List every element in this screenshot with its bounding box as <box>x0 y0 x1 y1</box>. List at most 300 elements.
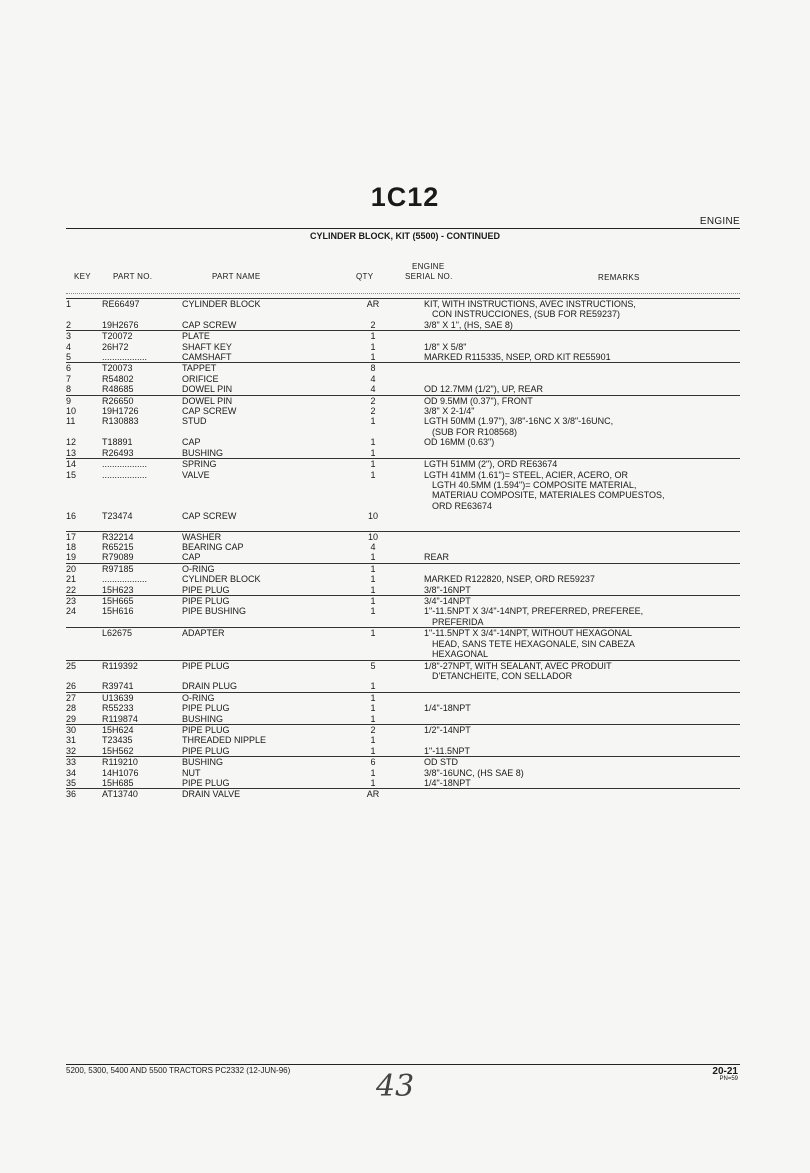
table-row <box>66 563 740 574</box>
row-remarks <box>424 714 740 725</box>
row-key: 26 <box>66 681 77 692</box>
table-row <box>66 606 740 616</box>
row-serial <box>384 331 424 342</box>
row-remarks: OD 12.7MM (1/2"), UP, REAR <box>424 384 544 395</box>
table-row <box>66 320 740 331</box>
row-serial <box>384 448 424 459</box>
row-qty: 1 <box>362 628 384 639</box>
row-part-no: R55233 <box>102 703 134 714</box>
row-part-name: BUSHING <box>182 447 224 458</box>
row-remarks: LGTH 51MM (2"), ORD RE63674 <box>424 459 740 470</box>
row-serial <box>384 342 424 352</box>
row-key <box>66 639 102 649</box>
row-key: 15 <box>66 469 77 480</box>
row-key: 36 <box>66 789 102 800</box>
row-part-name <box>182 639 362 649</box>
row-key: 32 <box>66 745 77 756</box>
row-qty: 1 <box>370 745 376 756</box>
row-part-no <box>102 649 182 660</box>
row-serial <box>384 459 424 470</box>
row-key: 28 <box>66 703 77 714</box>
row-part-no: .................. <box>102 352 148 363</box>
row-part-no: T18891 <box>102 437 133 448</box>
row-remarks: 1"-11.5NPT X 3/4"-14NPT, WITHOUT HEXAGONAL <box>424 628 740 639</box>
footer-page-number: 20-21 <box>712 1066 738 1077</box>
row-part-name <box>182 480 362 490</box>
row-remarks: 1"-11.5NPT X 3/4"-14NPT, PREFERRED, PREFEREE, <box>424 606 644 617</box>
row-remarks: MARKED R122820, NSEP, ORD RE59237 <box>424 574 595 585</box>
row-part-no: 14H1076 <box>102 767 139 778</box>
page-code: 1C12 <box>370 182 440 212</box>
row-qty: 1 <box>362 459 384 470</box>
row-serial <box>384 501 424 511</box>
row-part-no: 15H665 <box>102 596 182 607</box>
row-serial <box>384 735 424 745</box>
row-serial <box>384 714 424 725</box>
row-part-no <box>102 490 182 500</box>
row-part-name: CAP <box>182 437 201 448</box>
row-part-no: .................. <box>102 574 148 585</box>
row-part-name: VALVE <box>182 469 210 480</box>
row-qty <box>362 309 384 319</box>
row-part-no: 15H623 <box>102 584 134 595</box>
row-qty <box>362 617 384 628</box>
row-serial <box>384 563 424 574</box>
row-qty <box>362 639 384 649</box>
row-part-no: R32214 <box>102 531 182 542</box>
row-part-no: 19H2676 <box>102 319 139 330</box>
row-remarks: 3/4"-14NPT <box>424 596 740 607</box>
table-row <box>66 437 740 447</box>
row-key: 25 <box>66 660 102 671</box>
row-serial <box>384 490 424 500</box>
row-part-name: BUSHING <box>182 757 362 768</box>
row-qty: 1 <box>362 331 384 342</box>
row-part-name: SPRING <box>182 459 362 470</box>
row-remarks: ORD RE63674 <box>432 500 493 511</box>
row-qty: 1 <box>370 416 376 427</box>
row-remarks <box>424 331 740 342</box>
table-row <box>66 639 740 649</box>
table-row <box>66 309 740 319</box>
header-key: KEY <box>74 272 91 281</box>
row-serial <box>384 768 424 778</box>
table-row <box>66 395 740 406</box>
row-part-name: ADAPTER <box>182 628 362 639</box>
row-serial <box>384 639 424 649</box>
row-part-name: PIPE PLUG <box>182 596 362 607</box>
row-key: 35 <box>66 777 77 788</box>
row-serial <box>384 395 424 406</box>
row-remarks: LGTH 50MM (1.97"), 3/8"-16NC X 3/8"-16UNC, <box>424 416 614 427</box>
row-key: 16 <box>66 511 77 522</box>
table-row <box>66 757 740 768</box>
row-key: 4 <box>66 341 72 352</box>
row-part-no: R54802 <box>102 373 134 384</box>
row-remarks <box>424 789 740 800</box>
row-remarks: 1/4"-18NPT <box>424 777 471 788</box>
row-serial <box>384 374 424 384</box>
row-part-no <box>102 309 182 319</box>
table-row <box>66 735 740 745</box>
table-row <box>66 331 740 342</box>
row-key: 34 <box>66 767 77 778</box>
table-row <box>66 374 740 384</box>
table-row <box>66 681 740 692</box>
row-part-no: 15H616 <box>102 606 134 617</box>
row-qty: 1 <box>370 352 376 363</box>
row-remarks: OD 9.5MM (0.37"), FRONT <box>424 395 740 406</box>
table-row <box>66 746 740 757</box>
row-qty: 1 <box>370 606 376 617</box>
row-serial <box>384 778 424 789</box>
row-remarks <box>424 511 740 531</box>
row-serial <box>384 757 424 768</box>
row-part-no: R26493 <box>102 447 134 458</box>
row-part-no: U13639 <box>102 692 182 703</box>
row-key: 29 <box>66 713 77 724</box>
row-qty: 1 <box>370 735 376 746</box>
row-remarks: 1/8" X 5/8" <box>424 341 467 352</box>
row-remarks: MARKED R115335, NSEP, ORD KIT RE55901 <box>424 352 611 363</box>
row-part-name: CAMSHAFT <box>182 352 232 363</box>
row-qty: 1 <box>370 713 376 724</box>
row-remarks: 1/4"-18NPT <box>424 703 471 714</box>
section-title: ENGINE <box>699 216 740 227</box>
row-qty: 1 <box>370 469 376 480</box>
row-qty: 4 <box>370 542 376 553</box>
table-row <box>66 384 740 395</box>
row-remarks <box>424 363 740 374</box>
row-key: 10 <box>66 406 77 417</box>
row-remarks <box>424 542 740 552</box>
row-part-name: PIPE PLUG <box>182 777 230 788</box>
row-part-name: PIPE PLUG <box>182 724 362 735</box>
row-serial <box>384 470 424 480</box>
row-key: 19 <box>66 552 77 563</box>
row-serial <box>384 384 424 395</box>
row-qty <box>362 671 384 681</box>
row-serial <box>384 511 424 531</box>
row-qty: AR <box>362 789 384 800</box>
row-key <box>66 480 102 490</box>
row-qty: 8 <box>362 363 384 374</box>
header-rule <box>66 228 740 229</box>
row-serial <box>384 299 424 310</box>
row-key <box>66 309 102 319</box>
row-qty: 1 <box>370 341 376 352</box>
row-part-name: BUSHING <box>182 713 224 724</box>
row-qty: 1 <box>362 596 384 607</box>
row-qty: 1 <box>370 574 376 585</box>
row-part-no: R65215 <box>102 542 134 553</box>
row-remarks: OD 16MM (0.63") <box>424 437 495 448</box>
row-key <box>66 501 102 511</box>
row-serial <box>384 480 424 490</box>
row-part-name: PIPE PLUG <box>182 584 230 595</box>
row-key: 24 <box>66 606 77 617</box>
row-part-no: .................. <box>102 469 148 480</box>
row-key: 27 <box>66 692 102 703</box>
row-remarks: KIT, WITH INSTRUCTIONS, AVEC INSTRUCTIONS, <box>424 299 740 310</box>
row-part-no: R79089 <box>102 552 134 563</box>
row-qty <box>362 427 384 437</box>
table-row <box>66 299 740 310</box>
row-serial <box>384 531 424 542</box>
table-row <box>66 480 740 490</box>
row-remarks: LGTH 40.5MM (1.594")= COMPOSITE MATERIAL, <box>432 479 637 490</box>
row-qty <box>362 490 384 500</box>
row-serial <box>384 552 424 563</box>
row-qty: 1 <box>370 447 376 458</box>
row-key: 20 <box>66 563 102 574</box>
row-part-no: R39741 <box>102 681 134 692</box>
row-serial <box>384 585 424 596</box>
row-part-name: DRAIN PLUG <box>182 681 238 692</box>
table-row <box>66 470 740 480</box>
row-serial <box>384 427 424 437</box>
row-part-name: O-RING <box>182 563 362 574</box>
row-part-no <box>102 480 182 490</box>
row-part-no: R97185 <box>102 563 182 574</box>
row-key: 22 <box>66 584 77 595</box>
parts-table <box>66 298 740 800</box>
table-row <box>66 649 740 660</box>
header-qty: QTY <box>356 272 374 281</box>
row-key: 18 <box>66 542 77 553</box>
table-row <box>66 511 740 531</box>
row-part-no: T23474 <box>102 511 133 522</box>
row-key: 2 <box>66 319 72 330</box>
row-part-no: 19H1726 <box>102 406 139 417</box>
footer-publication: 5200, 5300, 5400 AND 5500 TRACTORS PC2332 (12-JUN-96) <box>66 1066 291 1075</box>
footer-rule <box>66 1064 740 1065</box>
row-remarks: (SUB FOR R108568) <box>432 426 518 437</box>
row-remarks: 3/8" X 2-1/4" <box>424 406 475 417</box>
row-serial <box>384 746 424 757</box>
footer-pn: PN=59 <box>719 1076 738 1082</box>
row-part-name: TAPPET <box>182 363 362 374</box>
row-key: 12 <box>66 437 77 448</box>
row-serial <box>384 320 424 331</box>
row-key: 33 <box>66 757 102 768</box>
row-remarks <box>424 692 740 703</box>
row-remarks: 1/8"-27NPT, WITH SEALANT, AVEC PRODUIT <box>424 660 740 671</box>
row-part-no: AT13740 <box>102 789 182 800</box>
row-part-no: 15H624 <box>102 724 182 735</box>
row-part-name: CYLINDER BLOCK <box>182 574 261 585</box>
row-part-name <box>182 427 362 437</box>
row-part-no: 26H72 <box>102 341 129 352</box>
row-part-name: CAP SCREW <box>182 319 237 330</box>
row-qty: 10 <box>362 531 384 542</box>
table-row <box>66 531 740 542</box>
row-serial <box>384 406 424 416</box>
row-qty: 2 <box>362 724 384 735</box>
row-qty: 6 <box>362 757 384 768</box>
row-qty: 1 <box>370 703 376 714</box>
row-key: 23 <box>66 596 102 607</box>
row-part-name: DRAIN VALVE <box>182 789 362 800</box>
row-part-name: CAP <box>182 552 201 563</box>
table-row <box>66 768 740 778</box>
table-row <box>66 501 740 511</box>
row-remarks: LGTH 41MM (1.61")= STEEL, ACIER, ACERO, OR <box>424 469 629 480</box>
row-part-name: BEARING CAP <box>182 542 244 553</box>
row-key <box>66 628 102 639</box>
row-part-name: PIPE PLUG <box>182 703 230 714</box>
row-part-no: R119874 <box>102 713 138 724</box>
row-serial <box>384 363 424 374</box>
row-part-name: NUT <box>182 767 201 778</box>
row-key: 13 <box>66 447 77 458</box>
row-qty: 1 <box>370 437 376 448</box>
row-part-name: THREADED NIPPLE <box>182 735 267 746</box>
row-qty: 1 <box>362 563 384 574</box>
row-part-no: T23435 <box>102 735 133 746</box>
row-serial <box>384 628 424 639</box>
row-part-no <box>102 671 182 681</box>
row-remarks <box>424 448 740 459</box>
row-remarks: MATERIAU COMPOSITE, MATERIALES COMPUESTOS, <box>432 490 665 501</box>
row-key <box>66 617 102 628</box>
row-serial <box>384 681 424 692</box>
row-key <box>66 427 102 437</box>
row-remarks <box>424 531 740 542</box>
row-remarks <box>424 681 740 692</box>
row-part-no: T20073 <box>102 363 182 374</box>
row-remarks: 3/8"-16NPT <box>424 584 471 595</box>
table-row <box>66 628 740 639</box>
row-part-name: ORIFICE <box>182 373 219 384</box>
row-part-no <box>102 427 182 437</box>
table-row <box>66 596 740 607</box>
row-remarks: 1"-11.5NPT <box>424 745 471 756</box>
row-serial <box>384 437 424 447</box>
row-qty: 1 <box>370 681 376 692</box>
row-serial <box>384 309 424 319</box>
row-part-name <box>182 501 362 511</box>
table-row <box>66 574 740 584</box>
row-part-name: PIPE PLUG <box>182 660 362 671</box>
row-part-name: PIPE BUSHING <box>182 606 247 617</box>
row-key: 1 <box>66 299 102 310</box>
row-key <box>66 490 102 500</box>
table-row <box>66 552 740 563</box>
row-qty: 1 <box>370 767 376 778</box>
row-part-no <box>102 501 182 511</box>
row-part-name: STUD <box>182 416 207 427</box>
row-part-no: RE66497 <box>102 299 182 310</box>
header-divider <box>66 293 740 294</box>
row-remarks: CON INSTRUCCIONES, (SUB FOR RE59237) <box>432 309 621 320</box>
row-serial <box>384 542 424 552</box>
row-remarks <box>424 735 740 745</box>
row-remarks: REAR <box>424 552 450 563</box>
row-serial <box>384 649 424 660</box>
row-part-no: T20072 <box>102 331 182 342</box>
row-part-no: L62675 <box>102 628 182 639</box>
row-part-name <box>182 617 362 628</box>
row-key: 21 <box>66 574 77 585</box>
row-part-name: PLATE <box>182 331 362 342</box>
row-part-no: .................. <box>102 459 182 470</box>
parts-table-body <box>66 299 740 800</box>
row-serial <box>384 703 424 713</box>
row-serial <box>384 660 424 671</box>
row-serial <box>384 671 424 681</box>
row-part-name: CAP SCREW <box>182 406 237 417</box>
table-row <box>66 724 740 735</box>
table-row <box>66 342 740 352</box>
row-serial <box>384 606 424 616</box>
row-qty: AR <box>362 299 384 310</box>
row-key <box>66 671 102 681</box>
row-key: 17 <box>66 531 102 542</box>
row-serial <box>384 724 424 735</box>
row-part-name <box>182 490 362 500</box>
table-row <box>66 778 740 789</box>
row-key: 8 <box>66 384 72 395</box>
row-part-name <box>182 309 362 319</box>
row-qty: 1 <box>370 552 376 563</box>
row-part-no: R130883 <box>102 416 139 427</box>
row-part-name <box>182 671 362 681</box>
row-key: 7 <box>66 373 72 384</box>
row-serial <box>384 596 424 607</box>
table-row <box>66 459 740 470</box>
row-serial <box>384 692 424 703</box>
row-part-no <box>102 617 182 628</box>
row-part-name: PIPE PLUG <box>182 745 230 756</box>
row-remarks: 3/8" X 1", (HS, SAE 8) <box>424 319 513 330</box>
table-row <box>66 427 740 437</box>
row-remarks <box>424 563 740 574</box>
row-remarks: D'ETANCHEITE, CON SELLADOR <box>432 670 573 681</box>
row-qty: 5 <box>362 660 384 671</box>
row-part-name: DOWEL PIN <box>182 384 233 395</box>
row-part-no: 15H685 <box>102 777 134 788</box>
row-part-name: SHAFT KEY <box>182 341 232 352</box>
row-qty: 1 <box>362 692 384 703</box>
row-remarks: PREFERIDA <box>432 616 484 627</box>
row-part-name: CYLINDER BLOCK <box>182 299 362 310</box>
row-key: 5 <box>66 352 72 363</box>
table-row <box>66 490 740 500</box>
row-qty: 1 <box>370 777 376 788</box>
row-part-no <box>102 639 182 649</box>
row-remarks: 3/8"-16UNC, (HS SAE 8) <box>424 767 524 778</box>
table-row <box>66 703 740 713</box>
row-key: 14 <box>66 459 102 470</box>
row-key: 30 <box>66 724 102 735</box>
row-qty <box>362 649 384 660</box>
row-remarks: HEXAGONAL <box>432 649 489 660</box>
row-part-no: R119392 <box>102 660 182 671</box>
row-key: 9 <box>66 395 102 406</box>
row-key: 11 <box>66 416 76 427</box>
row-serial <box>384 416 424 426</box>
table-row <box>66 585 740 596</box>
table-row <box>66 789 740 800</box>
table-row <box>66 416 740 426</box>
row-key: 6 <box>66 363 102 374</box>
row-serial <box>384 617 424 628</box>
row-remarks: 1/2"-14NPT <box>424 724 740 735</box>
row-qty <box>362 480 384 490</box>
row-qty: 4 <box>370 373 376 384</box>
header-part-name: PART NAME <box>212 272 261 281</box>
